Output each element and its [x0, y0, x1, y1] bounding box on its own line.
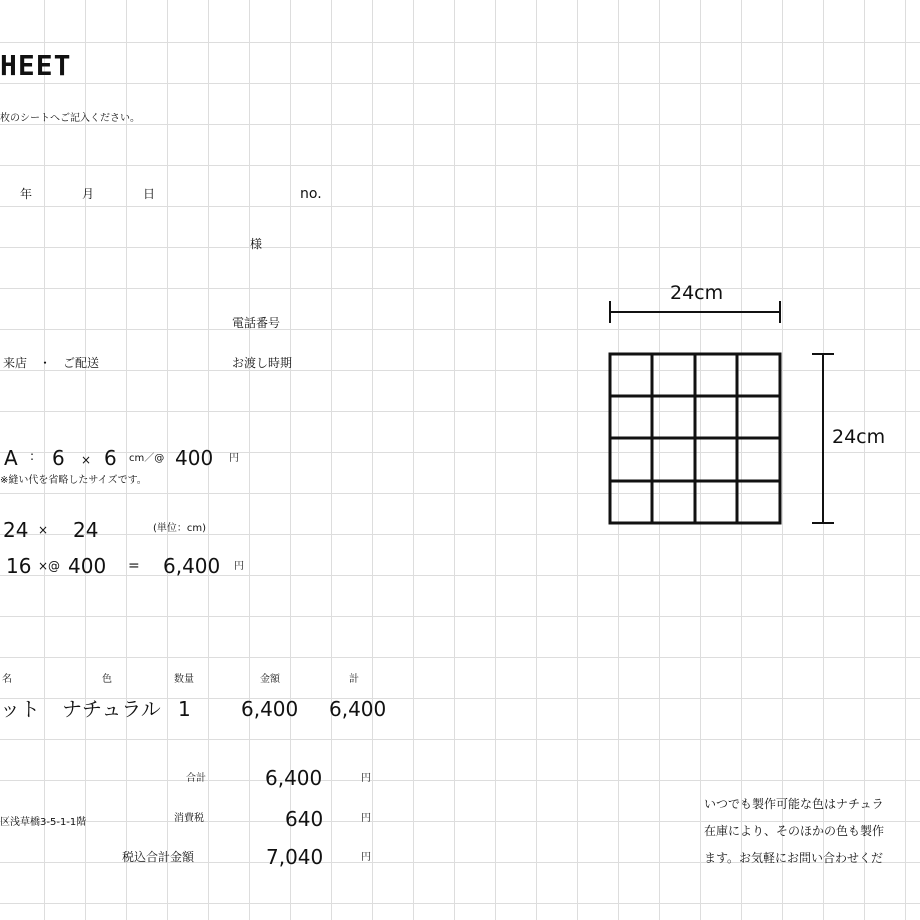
header-color: 色: [102, 674, 112, 685]
row-name: ット: [0, 697, 40, 721]
header-name: 名: [2, 674, 12, 685]
size-height: 6: [104, 446, 117, 470]
side-note-line2: 在庫により、そのほかの色も製作: [704, 824, 885, 838]
dimension-height: 24: [73, 518, 99, 542]
header-qty: 数量: [174, 674, 194, 685]
size-yen: 円: [229, 453, 239, 464]
row-qty: 1: [178, 697, 191, 721]
calc-count: 16: [6, 554, 32, 578]
diagram-height-label: 24cm: [832, 426, 886, 448]
header-amount: 金額: [260, 674, 280, 685]
grand-total-value: 7,040: [266, 845, 324, 869]
month-label: 月: [82, 187, 95, 201]
dimension-width: 24: [3, 518, 29, 542]
tax-label: 消費税: [174, 813, 204, 824]
diagram-width-label: 24cm: [670, 282, 724, 304]
size-width: 6: [52, 446, 65, 470]
row-color: ナチュラル: [62, 697, 161, 721]
sum-yen: 円: [361, 773, 371, 784]
size-unit-price-text: cm／@: [129, 453, 165, 464]
delivery-options: 来店 ・ ご配送: [3, 356, 100, 370]
day-label: 日: [143, 187, 156, 201]
calc-equals: =: [128, 558, 140, 574]
phone-label: 電話番号: [232, 316, 281, 330]
side-note-line3: ます。お気軽にお問い合わせくだ: [704, 851, 884, 865]
calc-yen: 円: [234, 561, 244, 572]
year-label: 年: [20, 187, 33, 201]
handover-label: お渡し時期: [232, 356, 293, 370]
side-note-line1: いつでも製作可能な色はナチュラ: [704, 797, 884, 811]
calc-price: 400: [68, 554, 107, 578]
tax-value: 640: [285, 807, 324, 831]
page-title: HEET: [0, 49, 72, 82]
header-subtotal: 計: [349, 674, 359, 685]
tax-yen: 円: [361, 813, 371, 824]
honorific-label: 様: [250, 237, 263, 251]
sum-label: 合計: [186, 773, 206, 784]
address-text: 区浅草橋3-5-1-1階: [0, 817, 87, 828]
size-times: ×: [81, 453, 92, 467]
size-prefix: A: [4, 446, 18, 470]
order-number-label: no.: [300, 186, 322, 202]
calc-at: ×@: [38, 559, 61, 573]
size-note: ※縫い代を省略したサイズです。: [0, 475, 147, 486]
size-colon: :: [30, 449, 35, 463]
calc-total: 6,400: [163, 554, 221, 578]
row-subtotal: 6,400: [329, 697, 387, 721]
sum-value: 6,400: [265, 766, 323, 790]
dimension-unit-note: (単位：cm): [153, 523, 207, 534]
grand-total-yen: 円: [361, 852, 371, 863]
instruction-text: 枚のシートへご記入ください。: [0, 113, 140, 124]
row-amount: 6,400: [241, 697, 299, 721]
dimension-times: ×: [38, 523, 49, 537]
grand-total-label: 税込合計金額: [122, 850, 195, 864]
size-price: 400: [175, 446, 214, 470]
